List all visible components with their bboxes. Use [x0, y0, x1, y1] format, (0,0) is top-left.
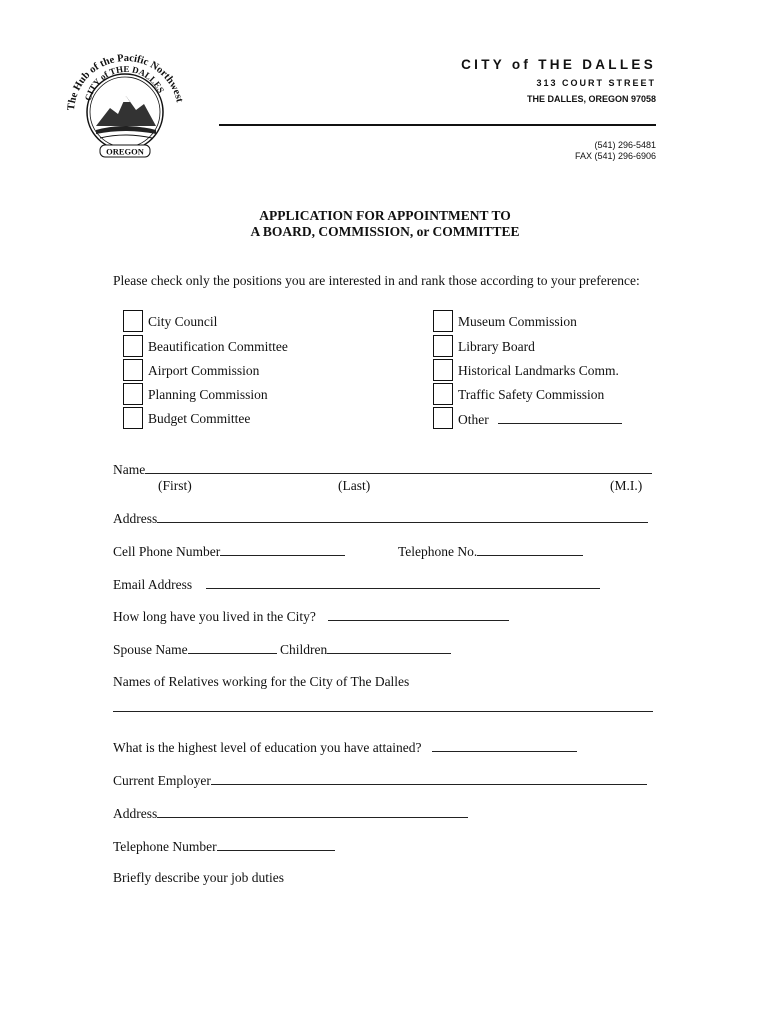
- name-first-label: (First): [158, 478, 192, 493]
- spouse-line[interactable]: [188, 641, 277, 654]
- employer-address-line[interactable]: [157, 805, 468, 818]
- relatives-line[interactable]: [113, 711, 653, 712]
- lived-line[interactable]: [328, 608, 509, 621]
- spouse-row: [113, 641, 451, 658]
- name-label: Name: [113, 462, 146, 477]
- email-label: Email Address: [113, 577, 193, 592]
- checkbox-traffic-safety[interactable]: [433, 383, 453, 405]
- employer-phone-line[interactable]: [217, 838, 335, 851]
- name-row: [113, 461, 652, 478]
- cell-row: [113, 543, 345, 560]
- checkbox-planning-commission[interactable]: [123, 383, 143, 405]
- checkbox-historical-landmarks[interactable]: [433, 359, 453, 381]
- seal-ring-inner-text: CITY of THE DALLES: [82, 63, 167, 102]
- cell-label: Cell Phone Number: [113, 544, 221, 559]
- address-line[interactable]: [157, 510, 648, 523]
- spouse-label: Spouse Name: [113, 642, 188, 657]
- employer-line[interactable]: [211, 772, 647, 785]
- employer-address-label: Address: [113, 806, 158, 821]
- lived-row: [113, 608, 509, 625]
- employer-address-row: [113, 805, 468, 822]
- letterhead-fax: FAX (541) 296-6906: [574, 151, 656, 161]
- other-position-line[interactable]: [498, 411, 622, 424]
- letterhead-street: 313 COURT STREET: [536, 78, 656, 88]
- address-row: [113, 510, 648, 527]
- label-airport-commission: Airport Commission: [148, 363, 260, 378]
- checkbox-budget-committee[interactable]: [123, 407, 143, 429]
- email-line[interactable]: [206, 576, 600, 589]
- letterhead-city: CITY of THE DALLES: [461, 57, 656, 72]
- letterhead-rule: [219, 124, 656, 126]
- label-city-council: City Council: [148, 314, 218, 329]
- education-line[interactable]: [432, 739, 577, 752]
- city-seal: [64, 52, 186, 160]
- letterhead-citystate: THE DALLES, OREGON 97058: [526, 94, 656, 104]
- form-title-line-1: APPLICATION FOR APPOINTMENT TO: [259, 208, 511, 223]
- label-other-text: Other: [458, 412, 489, 427]
- label-budget-committee: Budget Committee: [148, 411, 251, 426]
- job-duties-label: Briefly describe your job duties: [113, 870, 284, 885]
- checkbox-airport-commission[interactable]: [123, 359, 143, 381]
- label-museum-commission: Museum Commission: [458, 314, 577, 329]
- cell-line[interactable]: [220, 543, 345, 556]
- employer-phone-label: Telephone Number: [113, 839, 217, 854]
- letterhead-phone: (541) 296-5481: [594, 140, 656, 150]
- email-row: [113, 576, 600, 593]
- checkbox-library-board[interactable]: [433, 335, 453, 357]
- name-last-label: (Last): [338, 478, 371, 493]
- label-library-board: Library Board: [458, 339, 535, 354]
- children-label: Children: [280, 642, 328, 657]
- label-other: [458, 411, 622, 428]
- label-traffic-safety: Traffic Safety Commission: [458, 387, 605, 402]
- seal-graphic: [64, 52, 186, 160]
- education-row: [113, 739, 577, 756]
- form-title-line-2: A BOARD, COMMISSION, or COMMITTEE: [250, 224, 520, 239]
- lived-label: How long have you lived in the City?: [113, 609, 316, 624]
- seal-ring-top-text: The Hub of the Pacific Northwest: [65, 52, 185, 112]
- checkbox-museum-commission[interactable]: [433, 310, 453, 332]
- name-mi-label: (M.I.): [610, 478, 643, 493]
- label-planning-commission: Planning Commission: [148, 387, 268, 402]
- label-beautification-committee: Beautification Committee: [148, 339, 288, 354]
- telephone-line[interactable]: [477, 543, 583, 556]
- label-historical-landmarks: Historical Landmarks Comm.: [458, 363, 619, 378]
- telephone-label: Telephone No.: [398, 544, 478, 559]
- seal-state-text: OREGON: [106, 146, 144, 157]
- form-instructions: Please check only the positions you are interested in and rank those according to your preference:: [113, 273, 640, 288]
- name-line[interactable]: [145, 461, 652, 474]
- children-line[interactable]: [327, 641, 451, 654]
- education-label: What is the highest level of education you have attained?: [113, 740, 422, 755]
- relatives-label: Names of Relatives working for the City of The Dalles: [113, 674, 410, 689]
- employer-row: [113, 772, 647, 789]
- address-label: Address: [113, 511, 158, 526]
- telephone-row: [398, 543, 583, 560]
- employer-label: Current Employer: [113, 773, 211, 788]
- checkbox-city-council[interactable]: [123, 310, 143, 332]
- checkbox-beautification-committee[interactable]: [123, 335, 143, 357]
- checkbox-other[interactable]: [433, 407, 453, 429]
- employer-phone-row: [113, 838, 335, 855]
